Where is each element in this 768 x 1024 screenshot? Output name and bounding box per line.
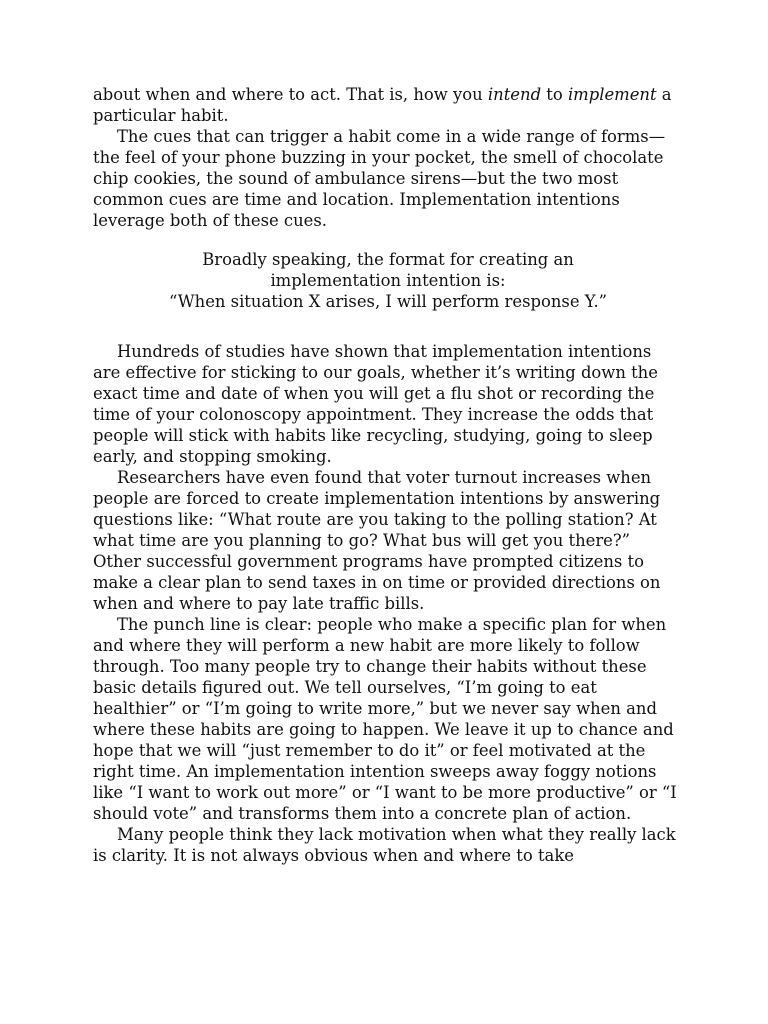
- paragraph-cues: The cues that can trigger a habit come in a wide range of forms—the feel of your phone buzzing in your pocket, the smell of chocolate chip cookies, the sound of ambulance sirens—but the two most common cues are time and location. Implementation intentions leverage both of these cues.: [93, 127, 666, 230]
- italic-word-intend: intend: [487, 85, 542, 104]
- paragraph-text: about when and where to act. That is, how you: [93, 85, 488, 104]
- paragraph-studies: Hundreds of studies have shown that implementation intentions are effective for sticking to our goals, whether it’s writing down the exact time and date of when you will get a flu shot or recording the time of your colonoscopy appointment. They increase the odds that people will stick with habits like recycling, studying, going to sleep early, and stopping smoking.: [93, 342, 658, 466]
- paragraph-continuation: [93, 84, 683, 126]
- format-callout: [93, 249, 683, 312]
- paragraph-text: to: [541, 85, 568, 104]
- callout-line-2: implementation intention is:: [270, 271, 506, 290]
- callout-line-1: Broadly speaking, the format for creating an: [202, 250, 574, 269]
- paragraph-text: a particular habit.: [93, 85, 672, 125]
- document-page: [93, 84, 683, 866]
- callout-line-3: “When situation X arises, I will perform response Y.”: [168, 292, 608, 311]
- paragraph-motivation: Many people think they lack motivation when what they really lack is clarity. It is not always obvious when and where to take: [93, 825, 676, 865]
- italic-word-implement: implement: [567, 85, 657, 104]
- paragraph-voter-turnout: Researchers have even found that voter turnout increases when people are forced to create implementation intentions by answering questions like: “What route are you taking to the polling station? At what time are you planning to go? What bus will get you there?” Other successful government programs have prompted citizens to make a clear plan to send taxes in on time or provided directions on when and where to pay late traffic bills.: [93, 468, 661, 613]
- paragraph-punch-line: The punch line is clear: people who make a specific plan for when and where they will perform a new habit are more likely to follow through. Too many people try to change their habits without these basic details figured out. We tell ourselves, “I’m going to eat healthier” or “I’m going to write more,” but we never say when and where these habits are going to happen. We leave it up to chance and hope that we will “just remember to do it” or feel motivated at the right time. An implementation intention sweeps away foggy notions like “I want to work out more” or “I want to be more productive” or “I should vote” and transforms them into a concrete plan of action.: [93, 615, 677, 823]
